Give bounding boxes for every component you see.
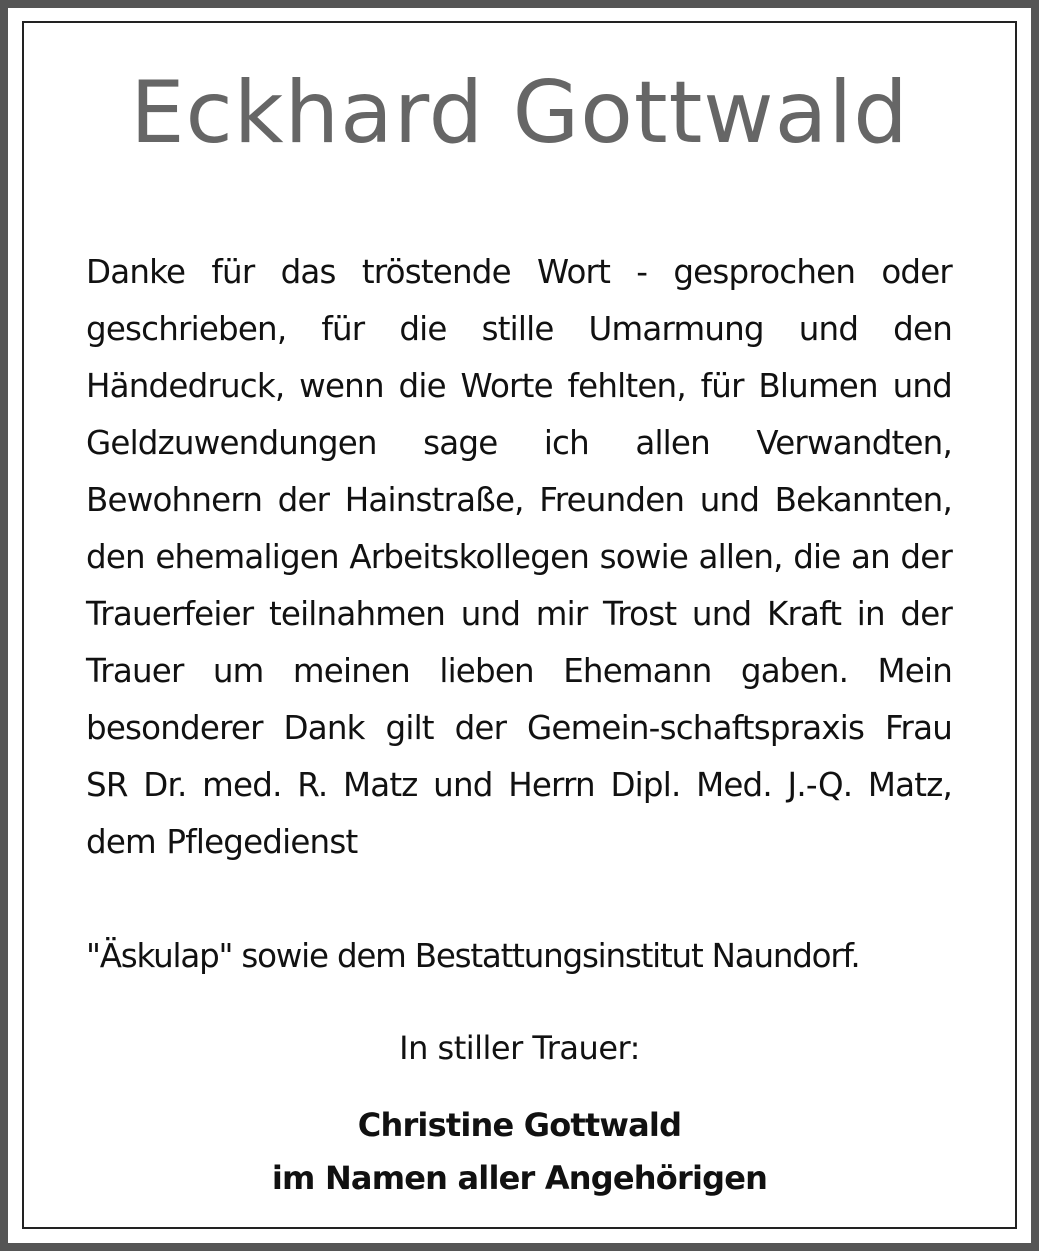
deceased-name-heading: Eckhard Gottwald xyxy=(130,63,909,163)
closing-phrase: In stiller Trauer: xyxy=(399,1029,640,1067)
signature-on-behalf-line: im Namen aller Angehörigen xyxy=(271,1159,768,1197)
thank-you-message-last-line: "Äskulap" sowie dem Bestattungsinstitut Naundorf. xyxy=(86,937,860,975)
signature-name: Christine Gottwald xyxy=(357,1106,682,1144)
thank-you-message: Danke für das tröstende Wort - gesprochen oder geschrieben, für die stille Umarmung und den Händedruck, wenn die Worte fehlten, für Blumen und Geldzuwendungen sage ich allen Verwandten, Bewohnern der Hainstraße, Freunden und Bekannten, den ehemaligen Arbeitskollegen sowie allen, die an der Trauerfeier teilnahmen und mir Trost und Kraft in der Trauer um meinen lieben Ehemann gaben. Mein besonderer Dank gilt der Gemein-schaftspraxis Frau SR Dr. med. R. Matz und Herrn Dipl. Med. J.-Q. Matz, dem Pflegedienst xyxy=(86,253,953,861)
